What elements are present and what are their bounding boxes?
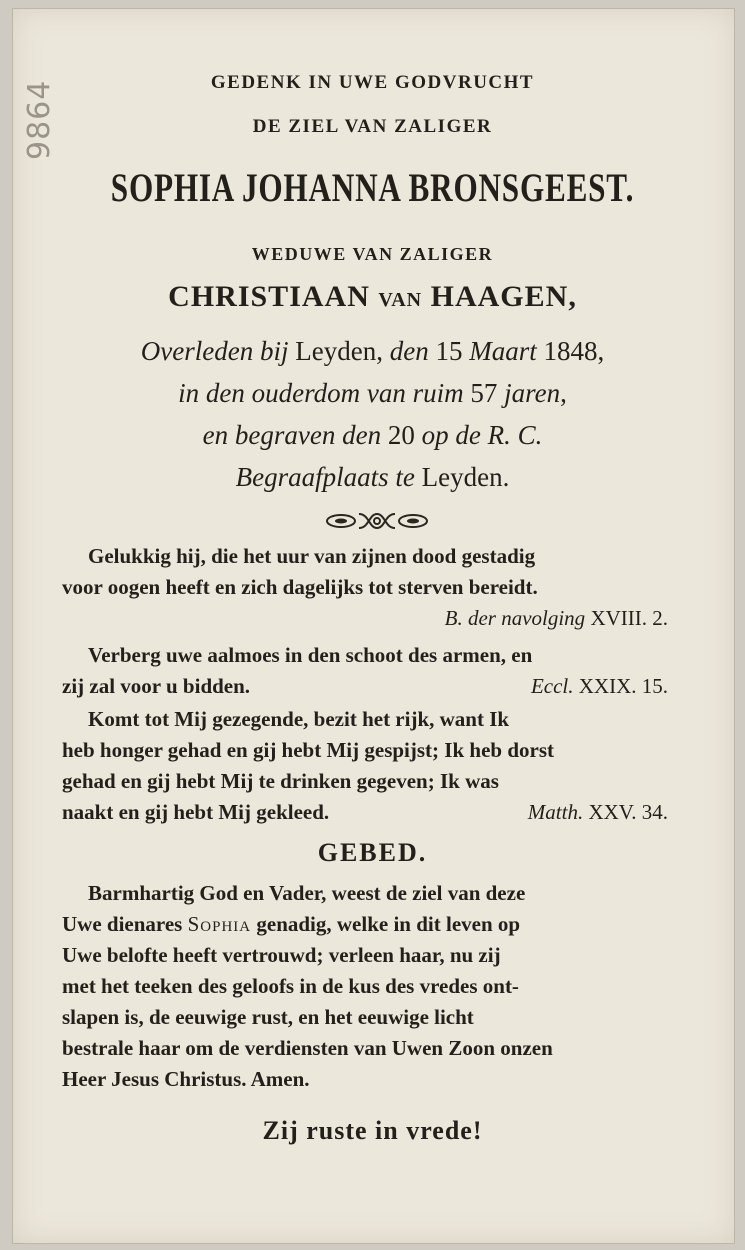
death-line-2 xyxy=(0,378,745,409)
verse-line xyxy=(62,572,696,603)
prayer-line-text: Heer Jesus Christus. Amen. xyxy=(62,1067,310,1091)
header-line-3: WEDUWE VAN ZALIGER xyxy=(251,244,494,264)
prayer-line-text: Uwe dienares xyxy=(62,912,188,936)
verse-line xyxy=(62,797,696,828)
verse-line xyxy=(62,766,696,797)
verse-text: Komt tot Mij gezegende, bezit het rijk, want Ik xyxy=(88,707,510,731)
prayer-line xyxy=(62,1064,696,1095)
prayer-line xyxy=(62,940,696,971)
death-text: Overleden bij xyxy=(140,336,289,366)
deceased-name-row xyxy=(0,164,745,211)
verse-2 xyxy=(62,640,696,702)
prayer-text xyxy=(62,878,696,1095)
verse-text: naakt en gij hebt Mij gekleed. xyxy=(62,800,330,824)
prayer-line xyxy=(62,909,696,940)
deceased-name: SOPHIA JOHANNA BRONSGEEST. xyxy=(110,165,635,210)
death-line-4 xyxy=(0,462,745,493)
prayer-line xyxy=(62,1002,696,1033)
prayer-line xyxy=(62,1033,696,1064)
verse-text: Gelukkig hij, die het uur van zijnen dood gestadig xyxy=(88,544,536,568)
header-line-1: GEDENK IN UWE GODVRUCHT xyxy=(210,72,535,93)
age-unit: jaren xyxy=(504,378,561,408)
verse-text: voor oogen heeft en zich dagelijks tot sterven bereidt. xyxy=(62,575,538,599)
prayer-line-text: Barmhartig God en Vader, weest de ziel van deze xyxy=(88,881,526,905)
verse-text: zij zal voor u bidden. xyxy=(62,674,251,698)
age-number: 57 xyxy=(463,378,505,408)
burial-text: en begraven den xyxy=(202,420,382,450)
ref-book: Eccl. xyxy=(530,674,574,698)
ref-number: XXV. 34. xyxy=(583,800,668,824)
prayer-line-text: genadig, welke in dit leven op xyxy=(251,912,521,936)
closing-blessing: Zij ruste in vrede! xyxy=(262,1116,483,1145)
verse-line xyxy=(62,640,696,671)
husband-last: HAAGEN, xyxy=(430,280,577,313)
verse-line xyxy=(62,541,696,572)
death-text: den xyxy=(389,336,429,366)
ref-number: XXIX. 15. xyxy=(573,674,668,698)
verse-reference xyxy=(62,603,696,634)
death-line-1 xyxy=(0,336,745,367)
header-line-2: DE ZIEL VAN ZALIGER xyxy=(252,116,493,137)
ref-number: XVIII. 2. xyxy=(585,606,668,630)
verse-line xyxy=(62,735,696,766)
death-year: 1848, xyxy=(536,336,605,366)
burial-place: Leyden. xyxy=(414,462,510,492)
verse-line xyxy=(62,704,696,735)
death-month: Maart xyxy=(469,336,537,366)
verse-line xyxy=(62,671,696,702)
deceased-first-name: Sophia xyxy=(187,912,252,936)
prayer-line xyxy=(62,878,696,909)
pencil-inventory-number: 9864 xyxy=(22,79,57,160)
prayer-line-text: met het teeken des geloofs in de kus des vredes ont- xyxy=(62,974,519,998)
death-line-3 xyxy=(0,420,745,451)
death-day: 15 xyxy=(428,336,470,366)
verse-3 xyxy=(62,704,696,828)
verse-text: gehad en gij hebt Mij te drinken gegeven; Ik was xyxy=(62,769,499,793)
verse-text: heb honger gehad en gij hebt Mij gespijst; Ik heb dorst xyxy=(62,738,554,762)
husband-name xyxy=(0,280,745,314)
verse-text: Verberg uwe aalmoes in den schoot des armen, en xyxy=(88,643,533,667)
prayer-line-text: bestrale haar om de verdiensten van Uwen Zoon onzen xyxy=(62,1036,553,1060)
burial-text: op de R. C. xyxy=(421,420,543,450)
prayer-title: GEBED. xyxy=(317,838,428,867)
burial-day: 20 xyxy=(381,420,422,450)
prayer-line xyxy=(62,971,696,1002)
burial-text: Begraafplaats te xyxy=(235,462,415,492)
age-text: in den ouderdom van ruim xyxy=(178,378,464,408)
death-place: Leyden, xyxy=(288,336,390,366)
verse-1 xyxy=(62,541,696,634)
ref-book: B. der navolging xyxy=(444,606,586,630)
ornament-divider-icon xyxy=(325,508,429,534)
husband-first: CHRISTIAAN xyxy=(168,280,370,313)
prayer-line-text: Uwe belofte heeft vertrouwd; verleen haar, nu zij xyxy=(62,943,501,967)
prayer-line-text: slapen is, de eeuwige rust, en het eeuwige licht xyxy=(62,1005,474,1029)
ref-book: Matth. xyxy=(527,800,584,824)
husband-van: VAN xyxy=(378,289,423,311)
punct: , xyxy=(560,378,567,408)
